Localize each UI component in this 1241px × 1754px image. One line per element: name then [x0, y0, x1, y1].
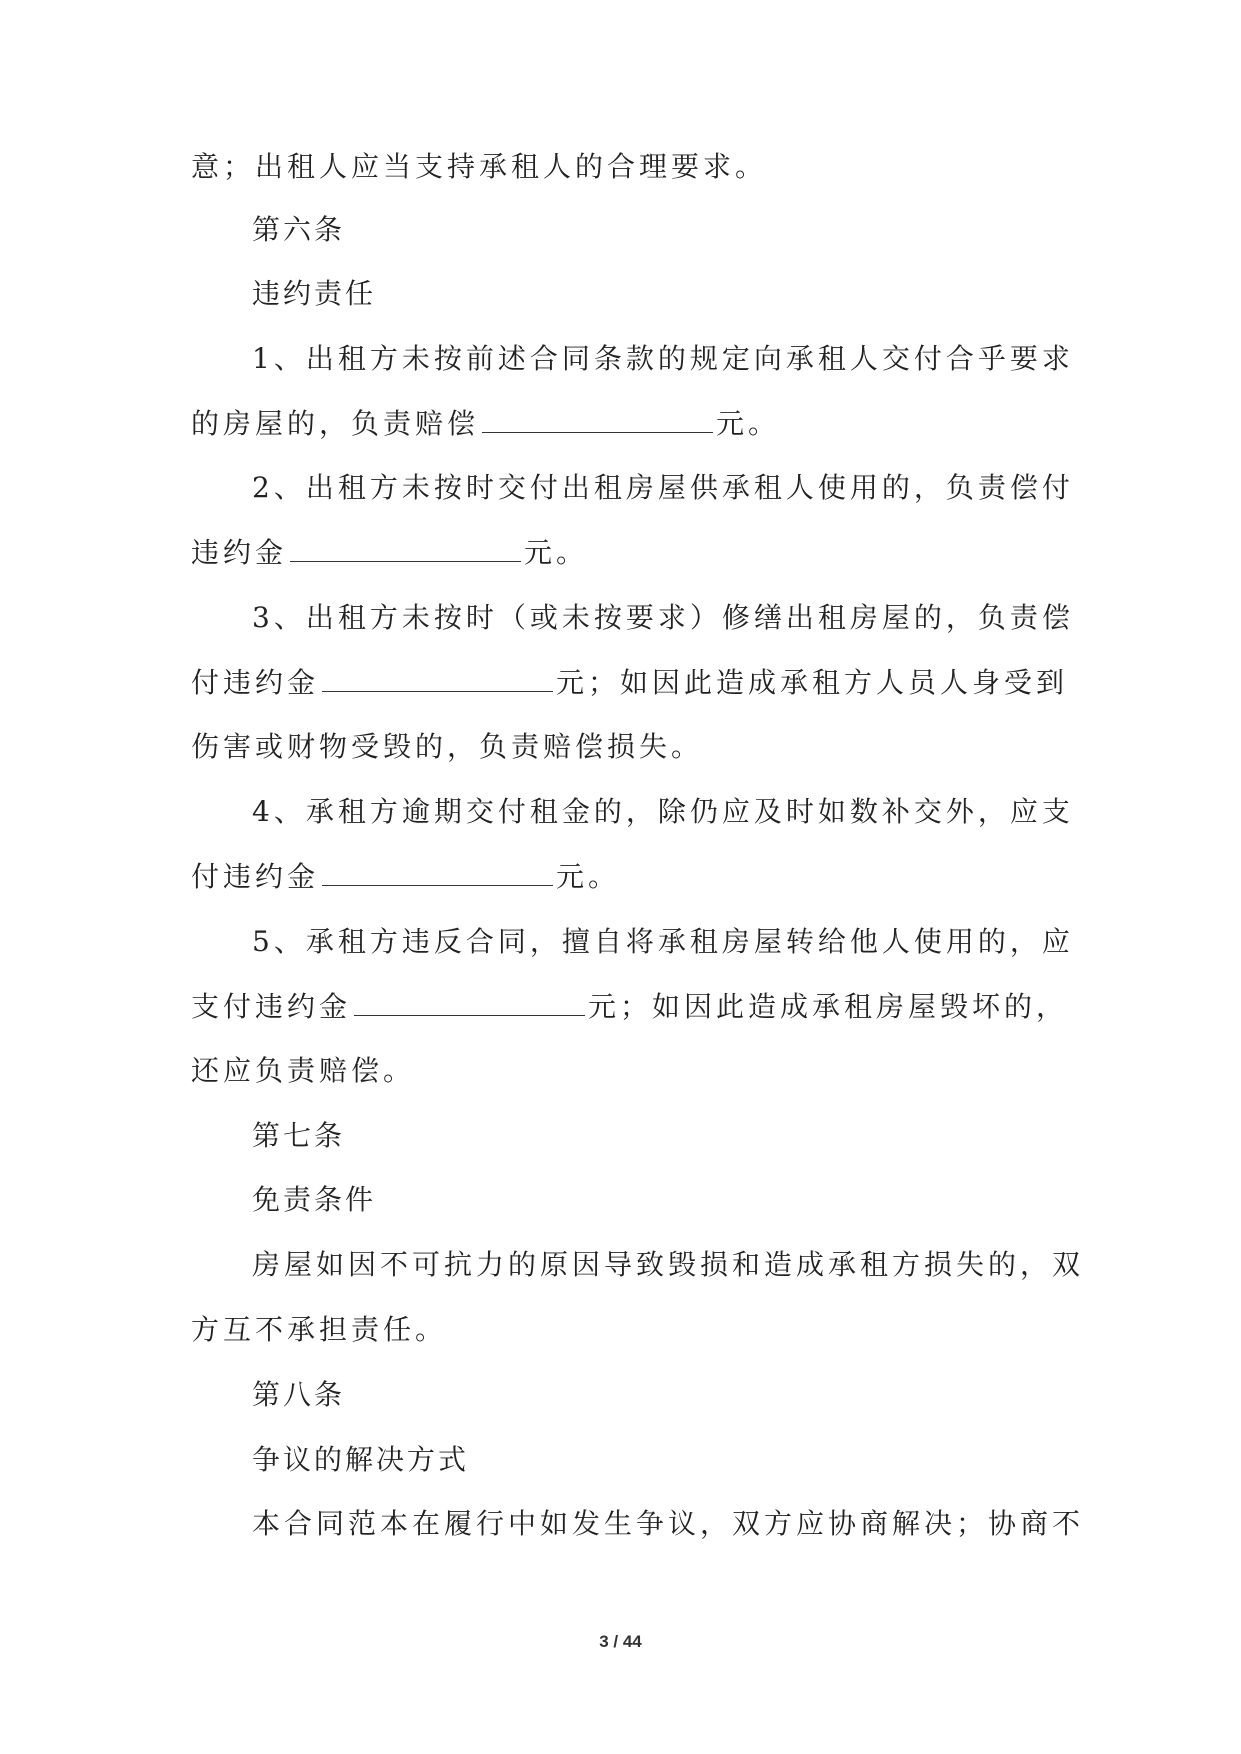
- page-number: 3 / 44: [599, 1632, 642, 1651]
- heading-text: 第七条: [252, 1119, 346, 1152]
- clause-line: [191, 663, 1068, 703]
- article-number-heading: [252, 1375, 345, 1415]
- clause-line: [191, 533, 588, 573]
- clause-line: [191, 987, 1068, 1027]
- article-title-heading: [252, 1180, 376, 1220]
- paragraph-line: [191, 1310, 447, 1350]
- fill-in-blank: [354, 989, 585, 1016]
- line-text: 1、出租方未按前述合同条款的规定向承租人交付合乎要求: [252, 342, 1074, 375]
- line-text: 付违约金: [191, 860, 320, 893]
- line-text: 4、承租方逾期交付租金的，除仍应及时如数补交外，应支: [252, 795, 1074, 828]
- clause-line: [191, 857, 620, 897]
- line-text: 元；如因此造成承租房屋毁坏的，: [588, 990, 1069, 1023]
- line-text: 元。: [556, 860, 621, 893]
- fill-in-blank: [322, 859, 553, 886]
- line-text: 的房屋的，负责赔偿: [191, 407, 480, 440]
- article-number-heading: [252, 1116, 345, 1156]
- line-text: 元。: [524, 536, 589, 569]
- heading-text: 违约责任: [252, 277, 377, 310]
- clause-line: [252, 598, 1074, 638]
- article-title-heading: [252, 274, 376, 314]
- fill-in-blank: [482, 406, 713, 433]
- heading-text: 第六条: [252, 213, 346, 246]
- line-text: 伤害或财物受毁的，负责赔偿损失。: [191, 730, 704, 763]
- line-text: 方互不承担责任。: [191, 1313, 448, 1346]
- paragraph-line: [252, 1245, 1084, 1285]
- line-text: 支付违约金: [191, 990, 352, 1023]
- clause-line: [252, 792, 1074, 832]
- paragraph-line: [191, 147, 767, 187]
- fill-in-blank: [322, 665, 553, 692]
- line-text: 5、承租方违反合同，擅自将承租房屋转给他人使用的，应: [252, 925, 1074, 958]
- line-text: 付违约金: [191, 666, 320, 699]
- clause-line: [252, 339, 1074, 379]
- line-text: 3、出租方未按时（或未按要求）修缮出租房屋的，负责偿: [252, 601, 1074, 634]
- clause-line: [191, 727, 703, 767]
- line-text: 2、出租方未按时交付出租房屋供承租人使用的，负责偿付: [252, 471, 1074, 504]
- clause-line: [252, 922, 1074, 962]
- line-text: 意；出租人应当支持承租人的合理要求。: [191, 150, 768, 183]
- heading-text: 免责条件: [252, 1183, 377, 1216]
- heading-text: 争议的解决方式: [252, 1443, 470, 1476]
- line-text: 本合同范本在履行中如发生争议，双方应协商解决；协商不: [252, 1507, 1085, 1540]
- article-title-heading: [252, 1440, 469, 1480]
- line-text: 元；如因此造成承租方人员人身受到: [556, 666, 1069, 699]
- line-text: 房屋如因不可抗力的原因导致毁损和造成承租方损失的，双: [252, 1248, 1085, 1281]
- paragraph-line: [252, 1504, 1084, 1544]
- line-text: 违约金: [191, 536, 288, 569]
- fill-in-blank: [290, 535, 521, 562]
- clause-line: [191, 1051, 415, 1091]
- line-text: 还应负责赔偿。: [191, 1054, 416, 1087]
- heading-text: 第八条: [252, 1378, 346, 1411]
- line-text: 元。: [716, 407, 781, 440]
- clause-line: [252, 468, 1074, 508]
- article-number-heading: [252, 210, 345, 250]
- clause-line: [191, 404, 780, 444]
